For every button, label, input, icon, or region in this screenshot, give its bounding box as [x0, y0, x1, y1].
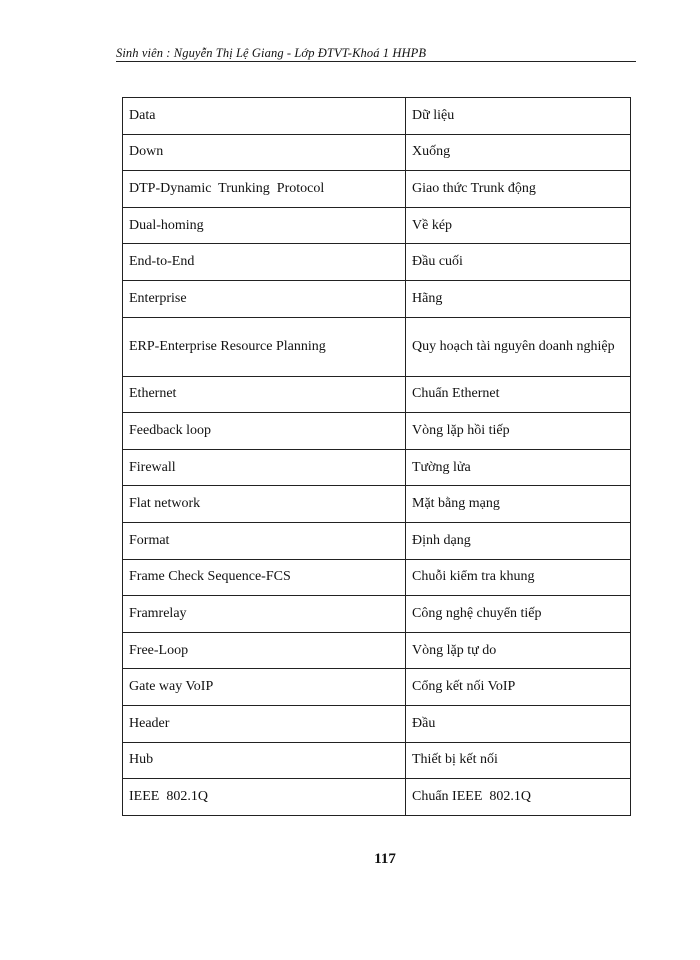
term-cell: Ethernet	[123, 376, 406, 413]
translation-cell: Tường lửa	[406, 449, 631, 486]
term-cell: Firewall	[123, 449, 406, 486]
term-cell: Data	[123, 98, 406, 135]
table-row	[123, 244, 631, 281]
table-row	[123, 449, 631, 486]
translation-cell: Vòng lặp tự do	[406, 632, 631, 669]
table-row	[123, 559, 631, 596]
table-row	[123, 207, 631, 244]
term-cell: Flat network	[123, 486, 406, 523]
table-row	[123, 669, 631, 706]
term-cell: Down	[123, 134, 406, 171]
table-row	[123, 522, 631, 559]
term-cell: Feedback loop	[123, 413, 406, 450]
term-cell: ERP-Enterprise Resource Planning	[123, 317, 406, 376]
term-cell: Header	[123, 705, 406, 742]
page-header: Sinh viên : Nguyễn Thị Lệ Giang - Lớp ĐTVT-Khoá 1 HHPB	[116, 46, 427, 60]
table-row	[123, 280, 631, 317]
translation-cell: Dữ liệu	[406, 98, 631, 135]
translation-cell: Chuẩn Ethernet	[406, 376, 631, 413]
translation-cell: Công nghệ chuyển tiếp	[406, 596, 631, 633]
term-cell: Free-Loop	[123, 632, 406, 669]
term-cell: Enterprise	[123, 280, 406, 317]
term-cell: Dual-homing	[123, 207, 406, 244]
table-row	[123, 413, 631, 450]
translation-cell: Đầu	[406, 705, 631, 742]
table-row	[123, 171, 631, 208]
table-row	[123, 596, 631, 633]
translation-cell: Thiết bị kết nối	[406, 742, 631, 779]
term-cell: Framrelay	[123, 596, 406, 633]
translation-cell: Xuống	[406, 134, 631, 171]
table-row	[123, 705, 631, 742]
translation-cell: Chuỗi kiểm tra khung	[406, 559, 631, 596]
table-row	[123, 376, 631, 413]
table-row	[123, 486, 631, 523]
term-cell: Format	[123, 522, 406, 559]
term-cell: Hub	[123, 742, 406, 779]
translation-cell: Quy hoạch tài nguyên doanh nghiệp	[406, 317, 631, 376]
translation-cell: Định dạng	[406, 522, 631, 559]
term-cell: Frame Check Sequence-FCS	[123, 559, 406, 596]
table-row	[123, 779, 631, 816]
translation-cell: Đầu cuối	[406, 244, 631, 281]
table-row	[123, 632, 631, 669]
header-rule	[116, 61, 636, 62]
term-cell: End-to-End	[123, 244, 406, 281]
glossary-table	[122, 97, 631, 816]
table-row	[123, 742, 631, 779]
term-cell: DTP-Dynamic Trunking Protocol	[123, 171, 406, 208]
translation-cell: Vòng lặp hồi tiếp	[406, 413, 631, 450]
table-row	[123, 134, 631, 171]
table-row	[123, 98, 631, 135]
translation-cell: Về kép	[406, 207, 631, 244]
term-cell: IEEE 802.1Q	[123, 779, 406, 816]
table-row	[123, 317, 631, 376]
translation-cell: Chuẩn IEEE 802.1Q	[406, 779, 631, 816]
translation-cell: Hãng	[406, 280, 631, 317]
translation-cell: Cổng kết nối VoIP	[406, 669, 631, 706]
translation-cell: Mặt bằng mạng	[406, 486, 631, 523]
page-number: 117	[374, 851, 396, 867]
term-cell: Gate way VoIP	[123, 669, 406, 706]
translation-cell: Giao thức Trunk động	[406, 171, 631, 208]
